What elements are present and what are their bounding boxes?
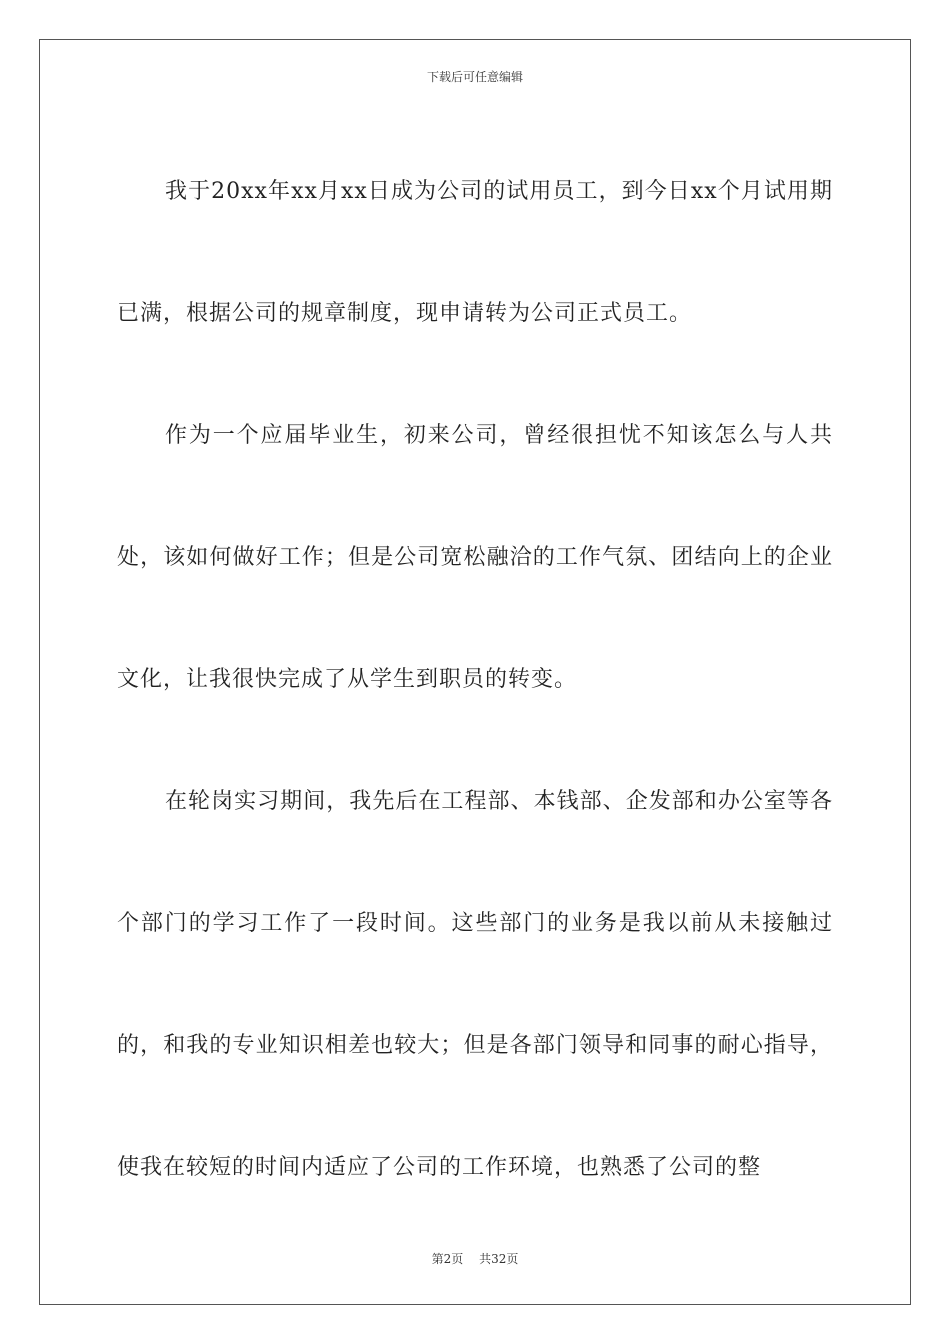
paragraph-3: 在轮岗实习期间，我先后在工程部、本钱部、企发部和办公室等各个部门的学习工作了一段时间。这些部门的业务是我以前从未接触过的，和我的专业知识相差也较大；但是各部门领导和同事的耐心指导，使我在较短的时间内适应了公司的工作环境，也熟悉了公司的整	[117, 789, 833, 1180]
page-header: 下载后可任意编辑	[426, 70, 523, 84]
page-number: 第2页	[431, 1252, 464, 1266]
document-body	[117, 131, 833, 1229]
paragraph-2: 作为一个应届毕业生，初来公司，曾经很担忧不知该怎么与人共处，该如何做好工作；但是公司宽松融洽的工作气氛、团结向上的企业文化，让我很快完成了从学生到职员的转变。	[117, 423, 833, 692]
page-footer	[0, 1250, 950, 1267]
paragraph-1: 我于20xx年xx月xx日成为公司的试用员工，到今日xx个月试用期已满，根据公司的规章制度，现申请转为公司正式员工。	[117, 179, 833, 326]
total-pages: 共32页	[479, 1252, 519, 1266]
